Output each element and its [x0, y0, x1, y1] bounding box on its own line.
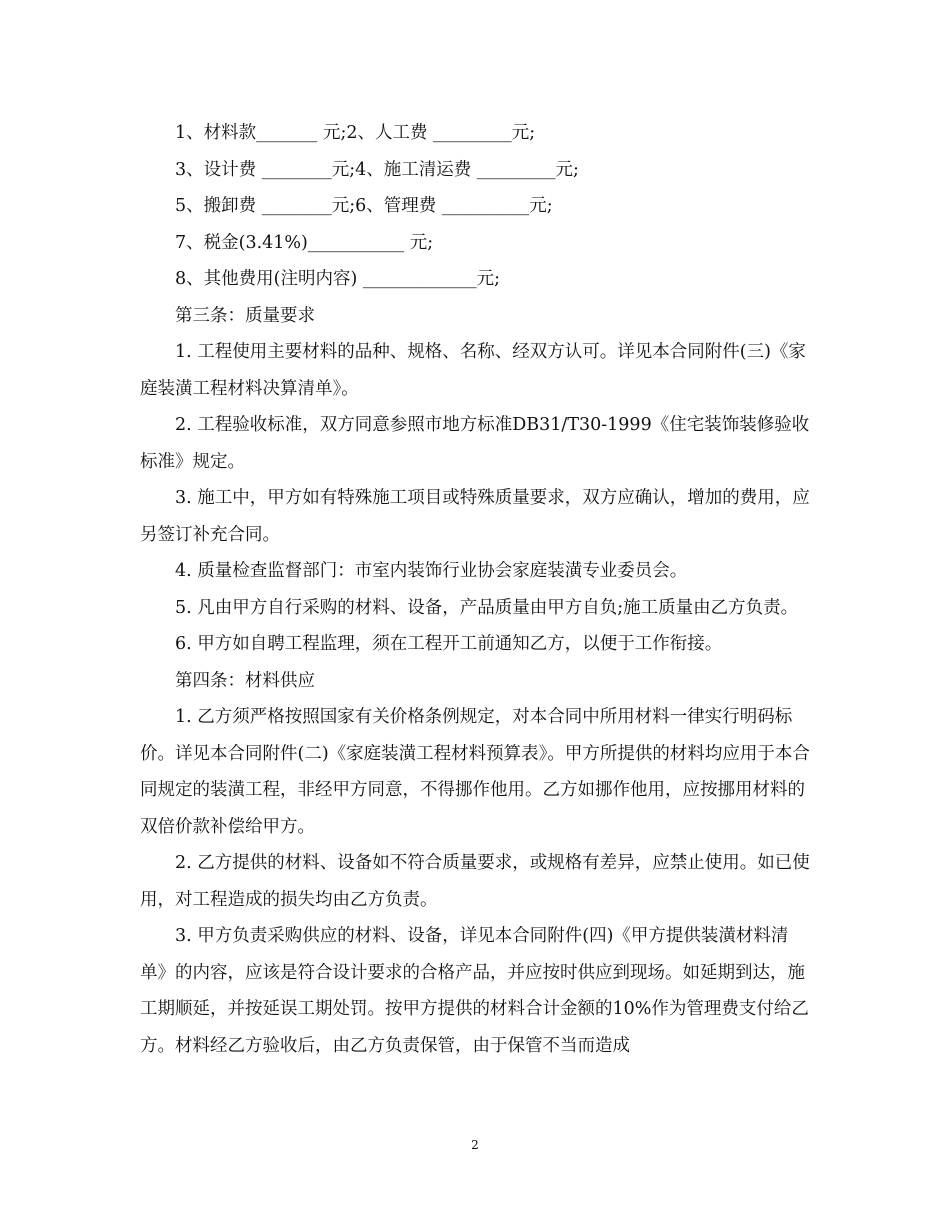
- section-heading: 第四条：材料供应: [175, 670, 315, 691]
- fee-item-line: 5、搬卸费 ________元;6、管理费 __________元;: [175, 196, 553, 216]
- clause-paragraph: 5. 凡由甲方自行采购的材料、设备，产品质量由甲方自负;施工质量由乙方负责。: [175, 597, 799, 618]
- clause-paragraph: 1. 乙方须严格按照国家有关价格条例规定，对本合同中所用材料一律实行明码标价。详见本合同附件(二)《家庭装潢工程材料预算表》。甲方所提供的材料均应用于本合同规定的装潢工程，非经甲方同意，不得挪作他用。乙方如挪作他用，应按挪用材料的双倍价款补偿给甲方。: [140, 707, 810, 837]
- fee-item-line: 7、税金(3.41%)___________ 元;: [175, 232, 434, 253]
- clause-paragraph: 4. 质量检查监督部门：市室内装饰行业协会家庭装潢专业委员会。: [175, 561, 688, 581]
- fee-item-line: 8、其他费用(注明内容) _____________元;: [175, 269, 500, 289]
- clause-paragraph: 2. 工程验收标准，双方同意参照市地方标准DB31/T30-1999《住宅装饰装修验收标准》规定。: [140, 415, 810, 472]
- fee-item-line: 1、材料款_______ 元;2、人工费 _________元;: [175, 123, 536, 143]
- clause-paragraph: 2. 乙方提供的材料、设备如不符合质量要求，或规格有差异，应禁止使用。如已使用，对工程造成的损失均由乙方负责。: [140, 853, 810, 910]
- clause-paragraph: 3. 甲方负责采购供应的材料、设备，详见本合同附件(四)《甲方提供装潢材料清单》的内容，应该是符合设计要求的合格产品，并应按时供应到现场。如延期到达，施工期顺延，并按延误工期处罚。按甲方提供的材料合计金额的10%作为管理费支付给乙方。材料经乙方验收后，由乙方负责保管，由于保管不当而造成: [140, 926, 809, 1056]
- clause-paragraph: 1. 工程使用主要材料的品种、规格、名称、经双方认可。详见本合同附件(三)《家庭装潢工程材料决算清单》。: [140, 342, 806, 399]
- clause-paragraph: 6. 甲方如自聘工程监理，须在工程开工前通知乙方，以便于工作衔接。: [175, 634, 723, 654]
- clause-paragraph: 3. 施工中，甲方如有特殊施工项目或特殊质量要求，双方应确认，增加的费用，应另签订补充合同。: [140, 488, 810, 545]
- page-number: 2: [471, 1138, 479, 1152]
- document-body: [140, 115, 810, 1064]
- section-heading: 第三条：质量要求: [175, 305, 315, 326]
- fee-item-line: 3、设计费 ________元;4、施工清运费 _________元;: [175, 159, 579, 180]
